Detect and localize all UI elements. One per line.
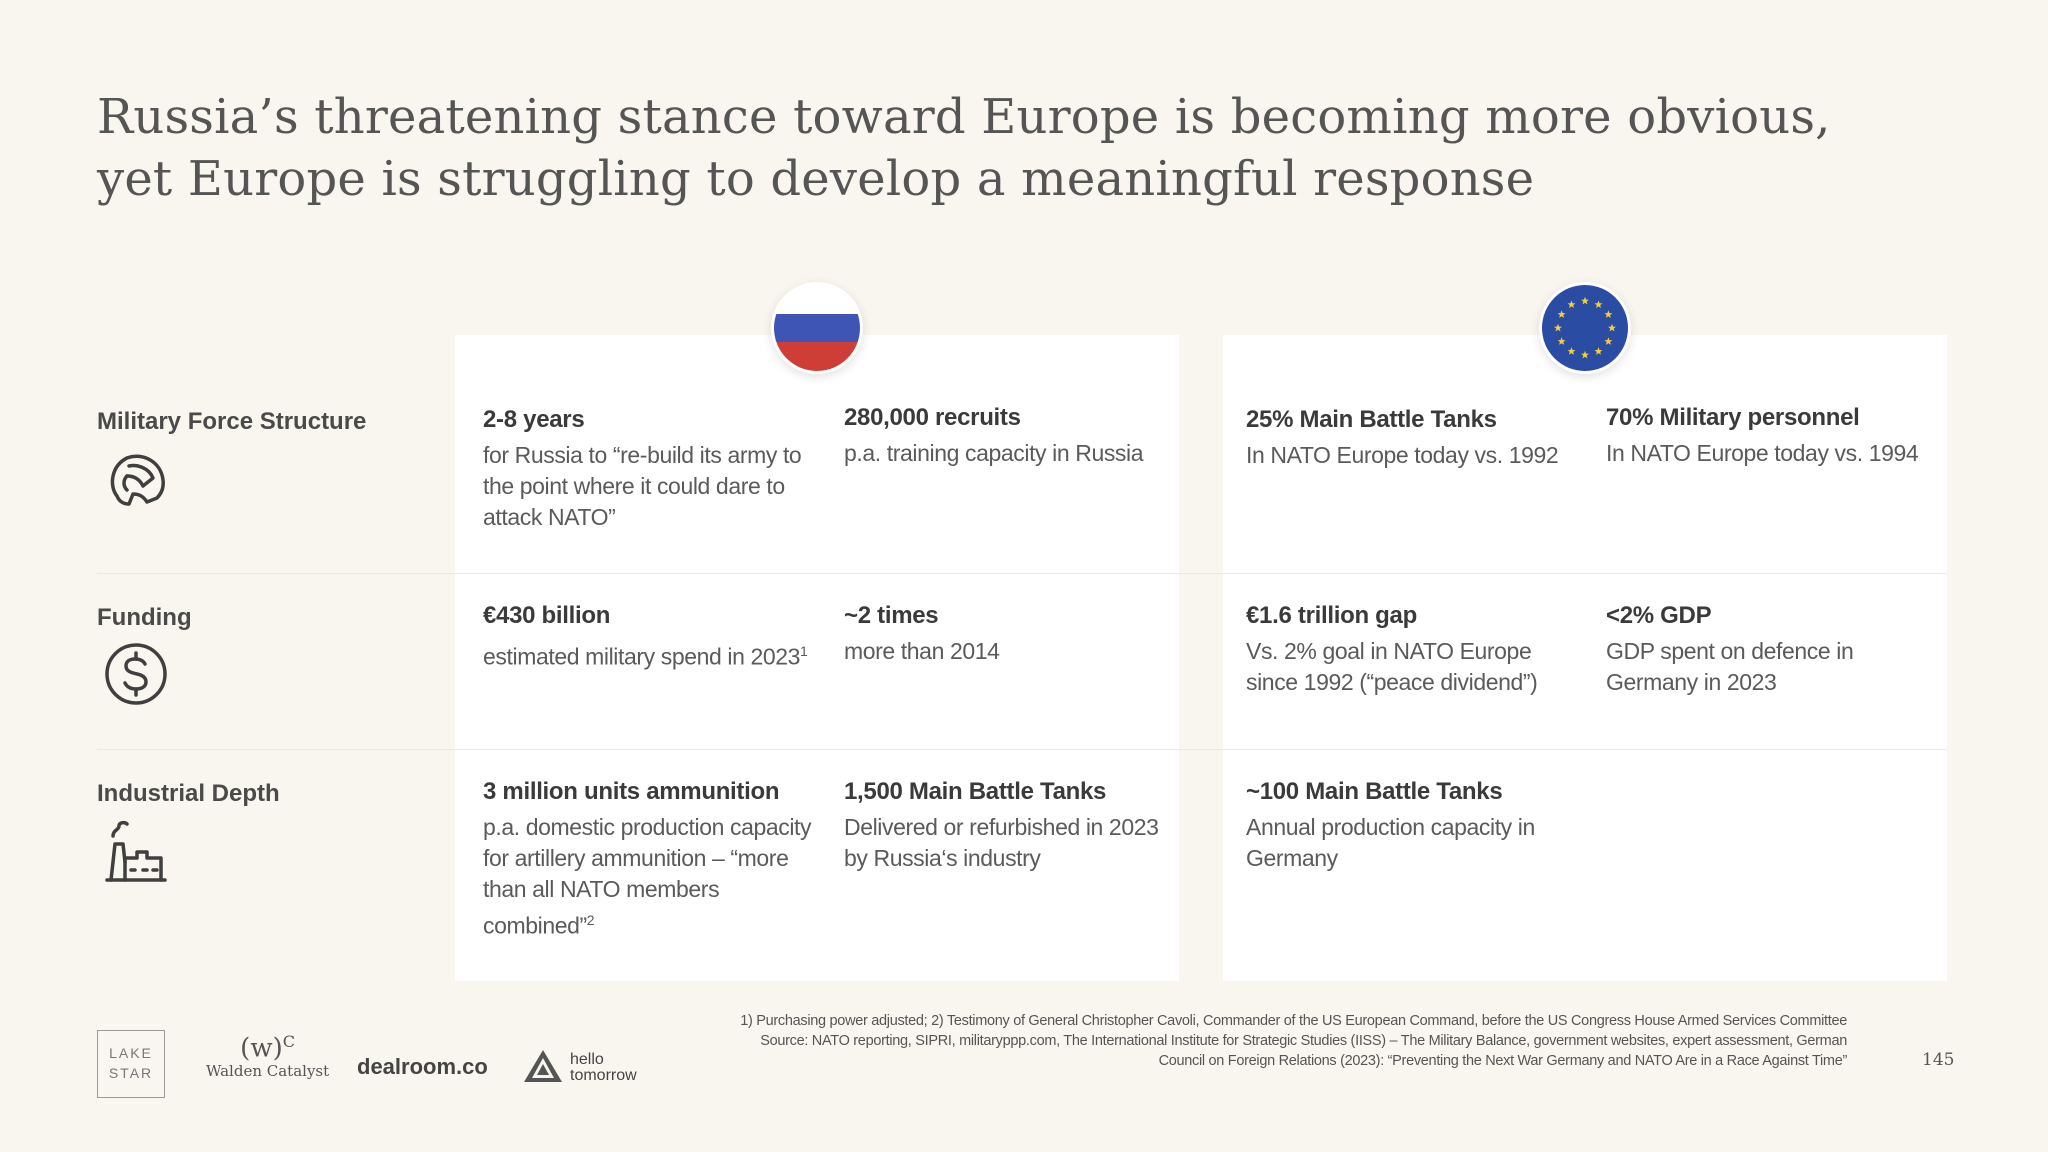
- stat-description: Annual production capacity in Germany: [1246, 814, 1535, 871]
- page-number: 145: [1922, 1050, 1955, 1070]
- stat-description: In NATO Europe today vs. 1994: [1606, 440, 1919, 466]
- stat-headline: ~100 Main Battle Tanks: [1246, 778, 1503, 805]
- stat-headline: 1,500 Main Battle Tanks: [844, 778, 1107, 805]
- russia-stat-army-rebuild: [483, 404, 813, 533]
- stat-headline: <2% GDP: [1606, 602, 1712, 629]
- stat-description: Vs. 2% goal in NATO Europe since 1992 (“peace dividend”): [1246, 638, 1538, 695]
- footnote-line: Source: NATO reporting, SIPRI, militaryppp.com, The International Institute for Strategic Studies (IISS) – The Military Balance, government websites, expert assessment, German: [760, 1033, 1847, 1049]
- stat-description: estimated military spend in 2023$^1$: [483, 643, 808, 670]
- russia-stat-recruits: [844, 402, 1174, 469]
- title-line-2: yet Europe is struggling to develop a meaningful response: [97, 151, 1535, 207]
- russia-stat-military-spend: [483, 600, 813, 673]
- stat-description: In NATO Europe today vs. 1992: [1246, 442, 1559, 468]
- hello-logo-line: tomorrow: [570, 1067, 637, 1084]
- europe-stat-gdp-spend: [1606, 600, 1936, 698]
- lakestar-logo-line: LAKE: [109, 1045, 153, 1061]
- walden-name: Walden Catalyst: [206, 1061, 330, 1080]
- russia-stat-battle-tanks: [844, 776, 1174, 874]
- stat-headline: 70% Military personnel: [1606, 404, 1860, 431]
- stat-headline: €430 billion: [483, 602, 611, 629]
- row-divider: [97, 573, 1947, 574]
- europe-stat-funding-gap: [1246, 600, 1576, 698]
- stat-headline: 2-8 years: [483, 406, 585, 433]
- europe-stat-tanks: [1246, 404, 1576, 471]
- page-title: [97, 86, 1831, 210]
- stat-description: Delivered or refurbished in 2023 by Russia‘s industry: [844, 814, 1159, 871]
- europe-stat-tank-production: [1246, 776, 1576, 874]
- russia-flag-icon: [771, 282, 863, 374]
- footnote-line: 1) Purchasing power adjusted; 2) Testimony of General Christopher Cavoli, Commander of the US European Command, before the US Congress House Armed Services Committee: [740, 1013, 1847, 1029]
- lakestar-logo: [97, 1030, 165, 1098]
- eu-flag-icon: [1539, 282, 1631, 374]
- stat-headline: 3 million units ammunition: [483, 778, 780, 805]
- dealroom-logo: dealroom.co: [357, 1054, 488, 1079]
- row-label-military-force-structure: Military Force Structure: [97, 408, 367, 435]
- stat-description: more than 2014: [844, 638, 1000, 664]
- footnote-marker: 2: [586, 912, 595, 928]
- helmet-icon: [103, 446, 169, 512]
- stat-description: for Russia to “re-build its army to the point where it could dare to attack NATO”: [483, 442, 802, 530]
- stat-headline: ~2 times: [844, 602, 939, 629]
- walden-catalyst-logo: [206, 1032, 329, 1080]
- row-label-funding: Funding: [97, 604, 192, 631]
- stat-headline: 25% Main Battle Tanks: [1246, 406, 1497, 433]
- stat-headline: €1.6 trillion gap: [1246, 602, 1417, 629]
- stat-description: p.a. training capacity in Russia: [844, 440, 1144, 466]
- stat-description: p.a. domestic production capacity for artillery ammunition – “more than all NATO members combined”$^2$: [483, 814, 812, 939]
- footnotes: [547, 1011, 1847, 1071]
- walden-mark: (w): [240, 1033, 283, 1064]
- russia-stat-ammunition: [483, 776, 813, 942]
- footnote-marker: 1: [800, 643, 808, 659]
- row-label-industrial-depth: Industrial Depth: [97, 780, 280, 807]
- lakestar-logo-line: STAR: [108, 1065, 154, 1081]
- footnote-line: Council on Foreign Relations (2023): “Preventing the Next War Germany and NATO Are in a Race Against Time”: [1158, 1053, 1847, 1069]
- walden-mark-sup: C: [282, 1032, 295, 1051]
- factory-icon: [103, 818, 169, 884]
- stat-headline: 280,000 recruits: [844, 404, 1021, 431]
- europe-stat-personnel: [1606, 402, 1936, 469]
- hello-logo-line: hello: [570, 1051, 604, 1068]
- dollar-icon: [103, 641, 169, 707]
- stat-description: GDP spent on defence in Germany in 2023: [1606, 638, 1854, 695]
- russia-stat-growth: [844, 600, 1174, 667]
- row-divider: [97, 749, 1947, 750]
- title-line-1: Russia’s threatening stance toward Europe is becoming more obvious,: [97, 89, 1831, 145]
